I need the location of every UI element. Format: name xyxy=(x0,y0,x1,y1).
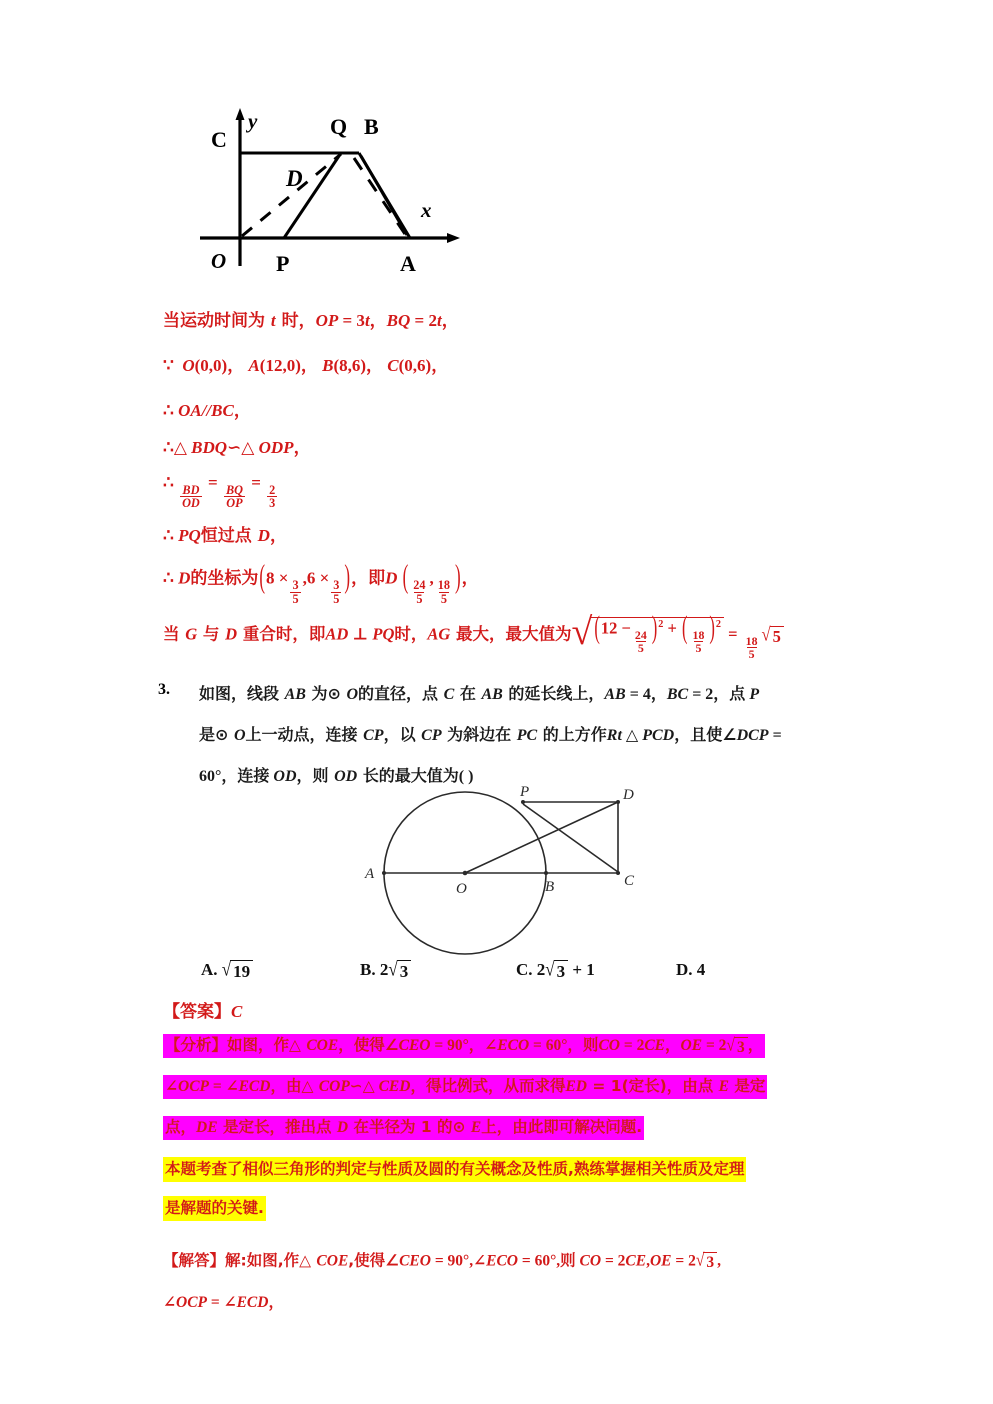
sol2-l2-t3: ， xyxy=(268,1293,284,1311)
question3-line2 xyxy=(199,722,782,745)
an-l3-t2: 是定长，推出点 xyxy=(217,1118,337,1136)
an-l1-t5: = 2 xyxy=(619,1037,645,1055)
q3-l3-od2: OD xyxy=(334,768,358,785)
an-l1-coe: COE xyxy=(306,1037,339,1055)
fig1-label-A: A xyxy=(400,251,416,276)
q3-l2-t7: = xyxy=(768,727,782,744)
fig1-label-B: B xyxy=(364,114,379,139)
an-l1-oe: OE xyxy=(680,1037,703,1055)
sol1-l4-tri2: △ ODP xyxy=(241,438,294,457)
solution1-line1 xyxy=(163,312,459,331)
fig1-label-y: y xyxy=(248,109,258,133)
an-l1-t1: 如图，作△ xyxy=(227,1036,307,1055)
answer-value: C xyxy=(231,1002,243,1021)
option-a-sqrt xyxy=(222,960,253,982)
sol2-l1-t3: = 90°,∠ xyxy=(430,1252,487,1270)
frac-res-num: 18 xyxy=(745,634,758,649)
trapezoid-coordinate-figure xyxy=(178,96,478,276)
comment-line1 xyxy=(163,1161,746,1179)
solution1-line8 xyxy=(163,609,784,662)
sol2-l1-co: CO xyxy=(579,1252,602,1270)
fraction-bd-od xyxy=(180,484,202,511)
solution2-label: 【解答】 xyxy=(163,1251,226,1270)
paren-open-2: ( xyxy=(402,558,409,595)
sol1-l2-c: C xyxy=(387,356,399,375)
q3-l2-rt: Rt △ PCD xyxy=(606,727,675,744)
fig2-label-P: P xyxy=(520,784,530,800)
option-d-value: 4 xyxy=(696,960,706,979)
sol1-l1-t7: ， xyxy=(369,311,387,331)
solution1-line5 xyxy=(163,474,279,510)
sol1-l8-t3: 重合时，即 xyxy=(237,624,326,644)
an-l2-ced: △ CED xyxy=(362,1078,411,1095)
fig2-label-C: C xyxy=(624,873,635,889)
fraction-two-thirds xyxy=(267,484,277,511)
option-c-sqrt xyxy=(545,960,568,982)
sol1-l8-ad: AD xyxy=(325,624,349,644)
option-c-suffix: + 1 xyxy=(568,960,595,979)
frac-bq-den: OP xyxy=(226,496,243,511)
fig1-label-x: x xyxy=(421,198,432,222)
sol2-l1-t1: 解:如图,作△ xyxy=(225,1251,317,1270)
option-c-key: C. xyxy=(516,960,533,979)
q3-l2-t2: 上一动点，连接 xyxy=(245,725,364,744)
circle-with-rt-triangle-figure xyxy=(352,781,682,959)
sol2-l1-t6: , xyxy=(646,1252,650,1270)
sol1-l5-eq1: = xyxy=(208,473,218,492)
q3-l1-ab3: AB xyxy=(604,686,626,703)
answer-row xyxy=(163,1002,242,1023)
sol1-l1-t5: = 3 xyxy=(338,311,365,330)
sol2-l2-ocp: OCP xyxy=(176,1294,207,1311)
q3-l2-t3: ，以 xyxy=(383,725,422,744)
paren-close-2: ) xyxy=(455,558,461,595)
q3-l3-t1: 60°，连接 xyxy=(199,768,274,785)
q3-l3-t2: ，则 xyxy=(296,766,335,785)
option-d[interactable] xyxy=(676,960,705,980)
frac-185b-den: 5 xyxy=(695,641,702,656)
q3-l1-bc: BC xyxy=(666,686,689,703)
an-l1-t8: ， xyxy=(747,1036,764,1055)
sol1-l7-comma2: , xyxy=(429,568,434,588)
sol1-l5-eq2: = xyxy=(251,473,261,492)
q3-l2-t5: 的上方作 xyxy=(537,725,607,744)
sol1-l3-sep: ， xyxy=(233,401,251,421)
frac-bd-den: OD xyxy=(182,496,200,511)
q3-l1-p: P xyxy=(749,686,760,703)
sol1-l7-mid: ，即 xyxy=(351,568,386,589)
an-l1-t3: = 90°，∠ xyxy=(430,1037,498,1055)
q3-l1-t1: 如图，线段 xyxy=(199,684,285,703)
analysis-line1-highlight xyxy=(163,1034,765,1058)
an-l1-t7: = 2 xyxy=(702,1037,727,1055)
sol1-l8-d: D xyxy=(225,624,238,644)
fraction-18-5 xyxy=(436,579,452,606)
option-a-radicand: 19 xyxy=(230,960,253,982)
q3-l3-od: OD xyxy=(273,768,297,785)
an-l1-co: CO xyxy=(598,1037,620,1055)
sol1-l1-t10: t xyxy=(436,311,442,330)
analysis-line3-highlight xyxy=(163,1116,644,1140)
an-l3-t1: 点， xyxy=(165,1118,197,1136)
analysis-line2-highlight xyxy=(163,1075,767,1099)
sol2-l1-coe: COE xyxy=(316,1252,349,1270)
question-number: 3. xyxy=(158,681,170,698)
sol1-l2-because: ∵ xyxy=(163,356,174,375)
an-l2-sim: ∽ xyxy=(349,1078,363,1095)
frac-35a-num: 3 xyxy=(292,577,299,592)
sol1-l7-therefore: ∴ xyxy=(163,568,174,588)
analysis-line2 xyxy=(163,1078,767,1096)
frac-185-num: 18 xyxy=(437,577,450,592)
answer-label: 【答案】 xyxy=(163,1002,231,1022)
sol1-l2-sep4: ， xyxy=(431,356,449,376)
sol1-l2-sep2: ， xyxy=(300,356,318,376)
q3-l1-t6: = 4， xyxy=(625,686,667,703)
solution1-line2 xyxy=(163,357,448,376)
sol1-l8-t5: 最大，最大值为 xyxy=(450,624,572,644)
frac-245-den: 5 xyxy=(416,591,423,606)
sol1-l7-xmain: 8 × xyxy=(266,568,289,588)
option-d-key: D. xyxy=(676,960,693,979)
q3-l1-t7: = 2，点 xyxy=(688,686,750,703)
sol1-l1-t3: 时， xyxy=(275,311,316,331)
fig2-label-B: B xyxy=(545,879,555,895)
paren-open-1: ( xyxy=(259,558,266,595)
sol1-l7-d: D xyxy=(178,568,191,588)
sol1-l2-b: B xyxy=(322,356,334,375)
fig2-label-O: O xyxy=(456,881,467,897)
an-l1-radicand: 3 xyxy=(734,1037,748,1057)
q3-l1-t4: 在 xyxy=(454,684,482,703)
an-l3-de: DE xyxy=(196,1119,218,1136)
an-l2-t6: 是定 xyxy=(729,1077,766,1095)
sqrt-five-radicand: 5 xyxy=(770,626,784,646)
solution1-line4 xyxy=(163,439,311,458)
sol1-l8-sup1: 2 xyxy=(658,619,664,630)
radical-sign-icon-a: √ xyxy=(221,958,232,981)
fig2-label-D: D xyxy=(623,787,634,803)
q3-l2-pc: PC xyxy=(516,727,538,744)
sol1-l6-sep: ， xyxy=(269,526,287,546)
sol1-l8-t2: 与 xyxy=(197,624,226,644)
fig1-label-C: C xyxy=(211,127,227,152)
fraction-24-5-b xyxy=(633,629,649,655)
sol1-l1-t6: t xyxy=(364,311,370,330)
sol1-l8-t4: 时， xyxy=(394,624,428,644)
sol2-l1-t8: , xyxy=(717,1252,722,1270)
analysis-label: 【分析】 xyxy=(165,1036,228,1055)
sol1-l1-t8: BQ xyxy=(386,311,411,330)
sol1-l6-therefore: ∴ xyxy=(163,526,174,545)
an-l2-ed: ED xyxy=(565,1078,588,1095)
fraction-18-5-result xyxy=(744,635,760,661)
q3-l3-t3: 长的最大值为 xyxy=(357,766,459,785)
q3-l2-t1: 是⊙ xyxy=(199,725,234,744)
frac-35a-den: 5 xyxy=(292,591,299,606)
frac-185b-num: 18 xyxy=(692,627,705,642)
sol1-l1-t1: 当运动时间为 xyxy=(163,311,271,331)
an-l1-t4: = 60°，则 xyxy=(529,1037,599,1055)
sol1-l2-o-val: (0,0) xyxy=(194,356,228,375)
fig1-label-P: P xyxy=(276,251,290,276)
an-l2-t4: ，得比例式，从而求得 xyxy=(410,1077,566,1095)
option-b-radicand: 3 xyxy=(397,960,412,982)
sol1-l2-a-val: (12,0) xyxy=(259,356,301,375)
sol1-l3-therefore: ∴ xyxy=(163,401,174,420)
solution1-line7 xyxy=(163,558,479,606)
radical-sign-icon-s2: √ xyxy=(695,1250,705,1271)
an-l1-t6: ， xyxy=(665,1036,681,1055)
solution1-line6 xyxy=(163,527,287,546)
an-l2-cop: COP xyxy=(318,1078,350,1095)
sol2-l2-ecd: ECD xyxy=(236,1294,269,1311)
fig1-label-O: O xyxy=(211,249,227,273)
q3-l2-dcp: DCP xyxy=(736,727,769,744)
fig1-label-D: D xyxy=(286,166,303,191)
sqrt-five xyxy=(761,623,784,646)
frac-245-num: 24 xyxy=(413,577,426,592)
sol1-l7-text: 的坐标为 xyxy=(190,568,259,589)
q3-l1-t2: 为⊙ xyxy=(305,684,347,703)
frac-bd-num: BD xyxy=(182,482,200,497)
sol1-l8-eq: = xyxy=(728,624,738,644)
sol1-l7-d2: D xyxy=(385,568,398,588)
an-l3-e: E xyxy=(470,1119,482,1136)
sol2-l1-t4: = 60°,则 xyxy=(518,1252,580,1270)
question3-line1 xyxy=(199,681,759,704)
fraction-18-5-b xyxy=(691,629,707,655)
option-a[interactable] xyxy=(201,960,253,982)
radical-sign-icon-2: √ xyxy=(761,623,771,646)
sol1-l8-t1: 当 xyxy=(163,624,186,644)
sol1-l2-sep1: ， xyxy=(227,356,245,376)
sol2-l1-ceo: CEO xyxy=(399,1252,431,1270)
solution2-line1 xyxy=(163,1252,721,1272)
q3-l3-paren: ( ) xyxy=(458,768,474,785)
analysis-line3 xyxy=(163,1119,644,1137)
sol1-l2-sep3: ， xyxy=(366,356,384,376)
radical-sign-icon: √ xyxy=(571,611,593,653)
an-l1-sqrt xyxy=(726,1037,747,1057)
frac-res-den: 5 xyxy=(748,647,755,662)
q3-l2-t4: 为斜边在 xyxy=(441,725,517,744)
comment-line2-text: 是解题的关键. xyxy=(163,1196,266,1221)
an-l2-t3: ，由△ xyxy=(270,1077,319,1095)
radical-sign-icon-b: √ xyxy=(388,958,398,981)
option-b-key: B. xyxy=(360,960,376,979)
radical-sign-icon-an1: √ xyxy=(726,1035,735,1056)
frac-23-den: 3 xyxy=(269,496,276,511)
solution2-line2 xyxy=(163,1294,284,1312)
fig2-label-A: A xyxy=(365,866,375,882)
an-l1-ceo: CEO xyxy=(398,1037,431,1055)
sol1-l8-ag: AG xyxy=(427,624,451,644)
fraction-three-fifths-b xyxy=(331,579,341,606)
sol2-l1-t5: = 2 xyxy=(601,1252,626,1270)
comment-line2 xyxy=(163,1200,266,1218)
option-c-radicand: 3 xyxy=(554,960,569,982)
sol1-l1-t11: ， xyxy=(441,311,459,331)
option-b[interactable] xyxy=(360,960,411,982)
an-l2-t2: = ∠ xyxy=(209,1078,239,1095)
option-b-coef: 2 xyxy=(379,960,389,979)
sol2-l1-oe: OE xyxy=(649,1252,672,1270)
an-l2-e: E xyxy=(718,1078,729,1095)
sol1-l1-t9: = 2 xyxy=(410,311,437,330)
sol1-l7-comma: , xyxy=(302,568,307,588)
sol1-l3-text: OA//BC xyxy=(178,401,234,420)
q3-l2-cp2: CP xyxy=(421,727,442,744)
paren-close-3: ) xyxy=(651,609,658,646)
sol1-l8-plus: + xyxy=(667,618,677,638)
paren-close-1: ) xyxy=(344,558,351,595)
q3-l1-o: O xyxy=(346,686,359,703)
frac-185-den: 5 xyxy=(440,591,447,606)
sol1-l2-c-val: (0,6) xyxy=(398,356,432,375)
sol2-l1-ce: CE xyxy=(625,1252,647,1270)
solution1-line3 xyxy=(163,402,251,421)
option-c-coef: 2 xyxy=(536,960,546,979)
sol2-l1-radicand: 3 xyxy=(703,1252,717,1272)
frac-245b-den: 5 xyxy=(637,641,644,656)
an-l2-ocp: OCP xyxy=(178,1078,209,1095)
analysis-line1 xyxy=(163,1037,765,1057)
sqrt-radicand xyxy=(590,609,724,656)
sol1-l7-ymain: 6 × xyxy=(306,568,330,588)
sol1-l8-perp: ⊥ xyxy=(348,624,373,644)
an-l1-t2: ，使得∠ xyxy=(338,1036,399,1055)
frac-35b-den: 5 xyxy=(333,591,340,606)
sol1-l2-b-val: (8,6) xyxy=(333,356,367,375)
an-l1-ce: CE xyxy=(644,1037,666,1055)
sol1-l4-sep: ， xyxy=(293,438,311,458)
sol1-l4-therefore: ∴ xyxy=(163,438,174,457)
q3-l1-ab2: AB xyxy=(481,686,503,703)
q3-l2-o: O xyxy=(233,727,246,744)
sol2-l2-t1: ∠ xyxy=(163,1294,176,1311)
q3-l1-t5: 的延长线上， xyxy=(502,684,605,703)
frac-23-num: 2 xyxy=(269,482,276,497)
q3-l2-t6: ，且使∠ xyxy=(674,725,737,744)
q3-l1-c: C xyxy=(443,686,455,703)
an-l1-eco: ECO xyxy=(497,1037,530,1055)
an-l2-t5: = 1(定长)，由点 xyxy=(587,1077,719,1095)
paren-open-3: ( xyxy=(594,609,600,646)
frac-bq-num: BQ xyxy=(225,482,243,497)
sol1-l1-t2: t xyxy=(270,311,276,330)
sol2-l2-t2: = ∠ xyxy=(207,1294,237,1311)
option-c[interactable] xyxy=(516,960,595,982)
sol1-l7-end: ， xyxy=(461,568,479,589)
sol1-l4-sim: ∽ xyxy=(227,438,242,457)
option-b-sqrt xyxy=(388,960,411,982)
paren-open-4: ( xyxy=(682,609,688,646)
comment-line1-text: 本题考查了相似三角形的判定与性质及圆的有关概念及性质,熟练掌握相关性质及定理 xyxy=(163,1157,746,1182)
q3-l2-cp: CP xyxy=(363,727,384,744)
sol1-l8-g: G xyxy=(185,624,198,644)
sol1-l6-text: 恒过点 xyxy=(200,526,258,546)
an-l2-t1: ∠ xyxy=(165,1078,178,1095)
an-l3-d: D xyxy=(336,1119,349,1136)
sol1-l6-pq: PQ xyxy=(178,526,201,545)
an-l2-ecd: ECD xyxy=(238,1078,271,1095)
frac-245b-num: 24 xyxy=(634,627,647,642)
an-l3-t4: 上，由此即可解决问题. xyxy=(481,1118,643,1136)
sol1-l1-t4: OP xyxy=(315,311,339,330)
q3-l1-ab: AB xyxy=(284,686,306,703)
q3-l1-t3: 的直径，点 xyxy=(358,684,444,703)
fraction-bq-op xyxy=(224,484,245,511)
sol1-l5-therefore: ∴ xyxy=(163,473,174,492)
sol2-l1-eco: ECO xyxy=(486,1252,518,1270)
fraction-24-5 xyxy=(411,579,427,606)
fig1-label-Q: Q xyxy=(330,114,348,139)
paren-close-4: ) xyxy=(709,609,715,646)
an-l3-t3: 在半径为 1 的⊙ xyxy=(348,1118,471,1136)
sqrt-max-value xyxy=(571,609,724,656)
sol1-l8-ramain: 12 − xyxy=(600,618,631,638)
sol1-l6-d: D xyxy=(257,526,270,545)
sol2-l1-sqrt xyxy=(696,1252,717,1272)
sol2-l1-t7: = 2 xyxy=(671,1252,696,1270)
sol1-l2-o: O xyxy=(182,356,195,375)
sol1-l2-a: A xyxy=(248,356,260,375)
sol1-l4-tri1: △ BDQ xyxy=(173,438,228,457)
sol1-l8-pq: PQ xyxy=(372,624,395,644)
sol1-l8-sup2: 2 xyxy=(715,619,722,630)
fraction-three-fifths-a xyxy=(290,579,300,606)
frac-35b-num: 3 xyxy=(333,577,340,592)
radical-sign-icon-c: √ xyxy=(545,958,555,981)
option-a-key: A. xyxy=(201,960,218,979)
sol2-l1-t2: ,使得∠ xyxy=(348,1251,400,1270)
